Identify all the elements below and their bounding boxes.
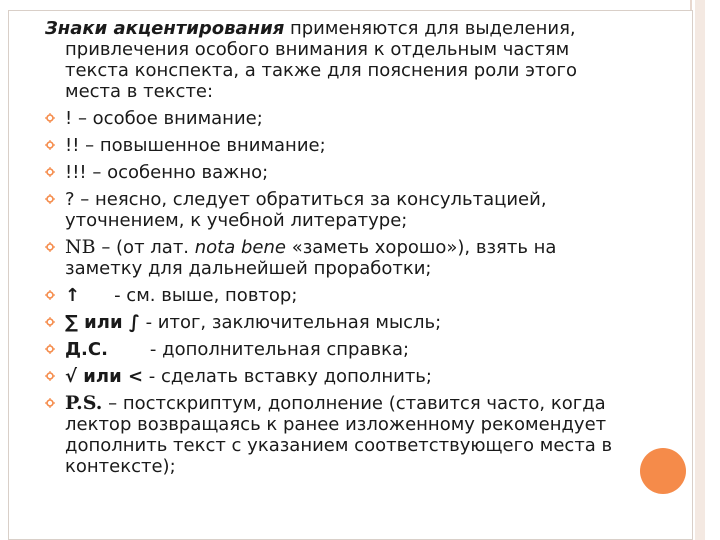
list-item (45, 108, 665, 129)
item-mark: NB (65, 236, 96, 258)
intro-line2: привлечения особого внимания к отдельным частям (65, 39, 570, 60)
intro-line4: места в тексте: (65, 81, 214, 102)
item-text: - см. выше, повтор; (114, 285, 298, 306)
item-mark: !!! (65, 162, 87, 183)
open-sun-bullet-icon (45, 398, 55, 408)
item-text-line3: дополнить текст с указанием соответствующего места в (65, 435, 613, 456)
item-text-b: «заметь хорошо»), взять на (285, 237, 557, 258)
item-text: – постскриптум, дополнение (ставится часто, когда (102, 393, 606, 414)
list-item (45, 135, 665, 156)
list-item (45, 393, 665, 477)
item-text-line2: лектор возвращаясь к ранее изложенному рекомендует (65, 414, 607, 435)
intro-line3: текста конспекта, а также для пояснения роли этого (65, 60, 578, 81)
list-item (45, 339, 665, 360)
open-sun-bullet-icon (45, 317, 55, 327)
open-sun-bullet-icon (45, 194, 55, 204)
list-item (45, 162, 665, 183)
item-mark: √ или < (65, 366, 144, 387)
item-text: – особое внимание; (72, 108, 263, 129)
list-item (45, 312, 665, 333)
list-item (45, 366, 665, 387)
open-sun-bullet-icon (45, 113, 55, 123)
slide-content (45, 18, 665, 483)
intro-term: Знаки акцентирования (45, 18, 285, 39)
item-text-line4: контексте); (65, 456, 176, 477)
list-item (45, 285, 665, 306)
item-text-a: – (от лат. (95, 237, 195, 258)
slide-edge (695, 0, 705, 540)
open-sun-bullet-icon (45, 140, 55, 150)
item-mark: ? (65, 189, 75, 210)
item-text: - итог, заключительная мысль; (139, 312, 442, 333)
open-sun-bullet-icon (45, 290, 55, 300)
item-mark: ∑ или ∫ (65, 312, 140, 333)
item-mark: P.S. (65, 392, 103, 414)
item-mark: Д.С. (65, 339, 108, 360)
item-latin: nota bene (194, 237, 286, 258)
list-item (45, 237, 665, 279)
open-sun-bullet-icon (45, 344, 55, 354)
open-sun-bullet-icon (45, 167, 55, 177)
item-text: – особенно важно; (86, 162, 269, 183)
item-mark: ! (65, 108, 73, 129)
list-item (45, 189, 665, 231)
item-text-line2: уточнением, к учебной литературе; (65, 210, 408, 231)
item-text: – неясно, следует обратиться за консультацией, (74, 189, 547, 210)
item-text: – повышенное внимание; (79, 135, 326, 156)
item-mark: !! (65, 135, 80, 156)
item-text: - дополнительная справка; (149, 339, 410, 360)
intro-paragraph (45, 18, 665, 102)
open-sun-bullet-icon (45, 242, 55, 252)
intro-line1-rest: применяются для выделения, (284, 18, 576, 39)
marks-list (45, 108, 665, 477)
open-sun-bullet-icon (45, 371, 55, 381)
item-mark: ↑ (65, 285, 81, 306)
item-text-line2: заметку для дальнейшей проработки; (65, 258, 432, 279)
item-text: - сделать вставку дополнить; (143, 366, 432, 387)
